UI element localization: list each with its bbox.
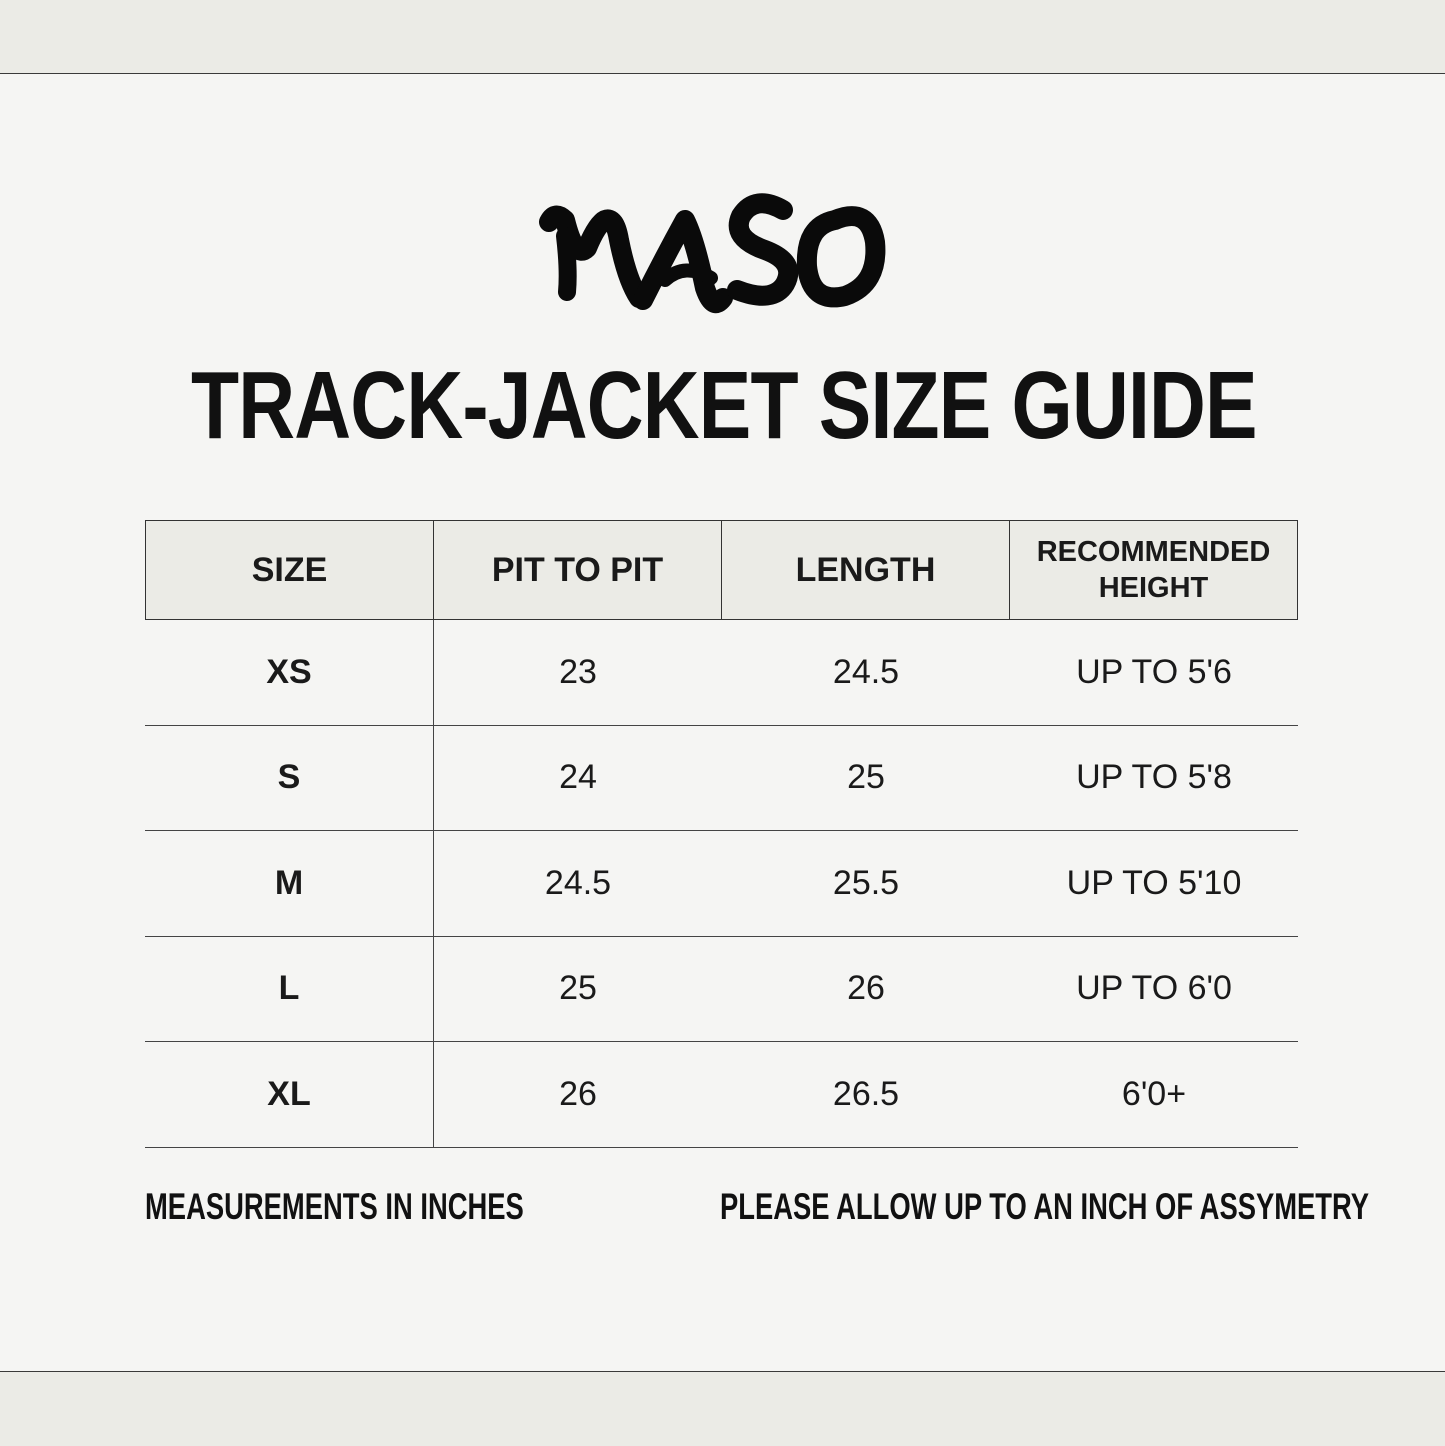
cell-pit-to-pit: 26 <box>559 1074 597 1113</box>
cell-height: 6'0+ <box>1121 1074 1187 1113</box>
cell-height: UP TO 6'0 <box>1076 969 1232 1008</box>
header-length: LENGTH <box>721 521 1009 619</box>
table-header-row <box>145 520 1298 620</box>
cell-length: 26 <box>847 969 885 1008</box>
cell-size: S <box>145 726 434 831</box>
cell-height: UP TO 5'8 <box>1076 758 1232 797</box>
cell-pit-to-pit: 24 <box>559 758 597 797</box>
page-title: TRACK-JACKET SIZE GUIDE <box>190 352 1257 459</box>
measurement-units-note: MEASUREMENTS IN INCHES <box>145 1186 524 1227</box>
table-row <box>145 726 1298 832</box>
cell-size: XS <box>145 620 434 725</box>
cell-size: L <box>145 937 434 1042</box>
cell-height: UP TO 5'10 <box>1066 863 1242 902</box>
cell-length: 24.5 <box>832 652 900 691</box>
header-recommended-height-text: RECOMMENDED HEIGHT <box>1036 536 1271 604</box>
cell-size: XL <box>145 1042 434 1147</box>
cell-length: 26.5 <box>832 1074 900 1113</box>
header-pit-to-pit: PIT TO PIT <box>433 521 721 619</box>
table-row <box>145 831 1298 937</box>
cell-height: UP TO 5'6 <box>1076 652 1232 691</box>
brand-logo <box>535 180 895 330</box>
maso-logo-graphic <box>535 180 895 330</box>
bottom-band <box>0 1371 1445 1446</box>
table-row <box>145 620 1298 726</box>
cell-length: 25 <box>847 758 885 797</box>
cell-pit-to-pit: 23 <box>559 652 597 691</box>
cell-pit-to-pit: 25 <box>559 969 597 1008</box>
header-size: SIZE <box>251 550 328 589</box>
table-row <box>145 937 1298 1043</box>
top-band <box>0 0 1445 74</box>
asymmetry-note: PLEASE ALLOW UP TO AN INCH OF ASSYMETRY <box>720 1186 1370 1227</box>
cell-size: M <box>145 831 434 936</box>
cell-pit-to-pit: 24.5 <box>544 863 612 902</box>
size-table <box>145 520 1298 1148</box>
header-recommended-height <box>1009 521 1297 619</box>
cell-length: 25.5 <box>832 863 900 902</box>
table-row <box>145 1042 1298 1148</box>
